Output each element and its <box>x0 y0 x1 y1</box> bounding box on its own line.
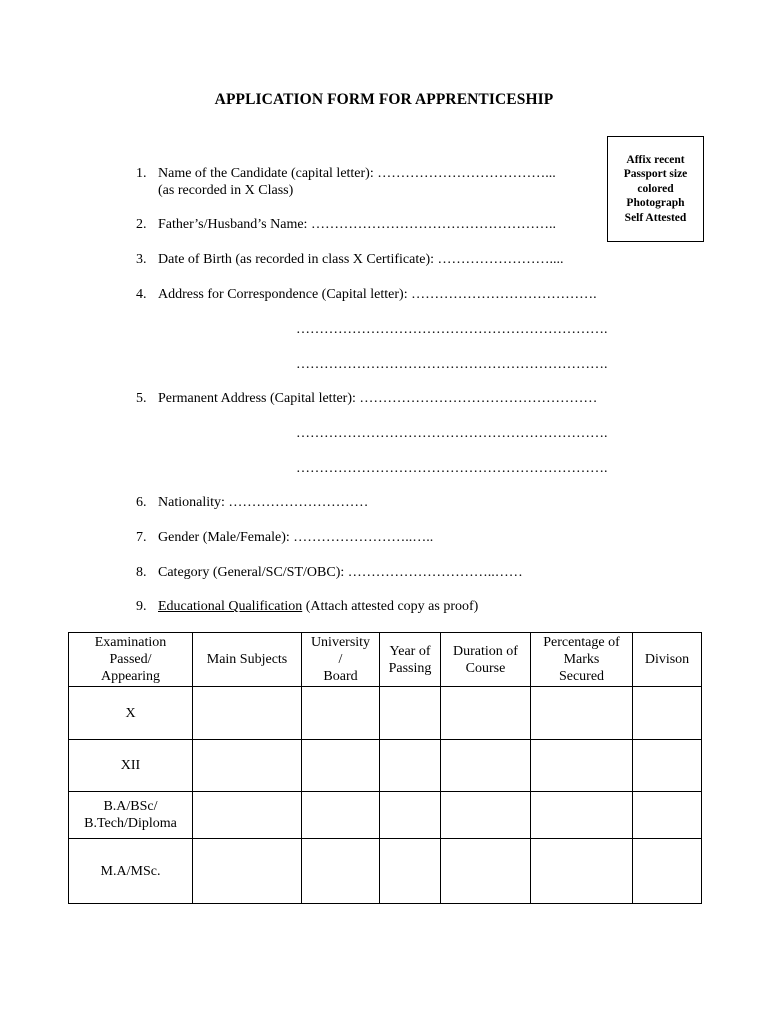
field-father-husband-name[interactable] <box>136 217 556 233</box>
cell-empty[interactable] <box>531 740 633 792</box>
cell-empty[interactable] <box>441 740 531 792</box>
field-correspondence-address[interactable] <box>136 287 597 303</box>
cell-empty[interactable] <box>531 792 633 839</box>
cell-empty[interactable] <box>302 687 380 740</box>
table-row <box>69 687 702 740</box>
form-title: APPLICATION FORM FOR APPRENTICESHIP <box>214 91 554 108</box>
row-exam-cell: M.A/MSc. <box>69 839 193 904</box>
field-label-underlined: Educational Qualification <box>158 599 303 614</box>
field-number: 7. <box>136 530 147 545</box>
field-category[interactable] <box>136 565 523 581</box>
field-label: Name of the Candidate (capital letter): ………………………………... <box>158 166 556 181</box>
field-gender[interactable] <box>136 530 433 546</box>
cell-empty[interactable] <box>441 792 531 839</box>
field-label: Father’s/Husband’s Name: …………………………………………….. <box>158 217 556 232</box>
field-nationality[interactable] <box>136 495 368 511</box>
cell-empty[interactable] <box>633 740 702 792</box>
table-row <box>69 740 702 792</box>
field-candidate-name[interactable] <box>136 166 556 182</box>
permanent-address-line-2[interactable]: …………………………………………………………. <box>296 426 608 441</box>
row-exam-cell: XII <box>69 740 193 792</box>
header-main-subjects: Main Subjects <box>193 633 302 687</box>
header-university: University / Board <box>302 633 380 687</box>
cell-empty[interactable] <box>302 792 380 839</box>
cell-empty[interactable] <box>302 740 380 792</box>
photo-line: colored <box>637 182 674 195</box>
field-label: Date of Birth (as recorded in class X Certificate): …………………….... <box>158 252 564 267</box>
table-row <box>69 839 702 904</box>
field-educational-qualification <box>136 599 478 615</box>
field-number: 1. <box>136 166 147 181</box>
field-note: (as recorded in X Class) <box>158 183 294 198</box>
header-duration: Duration of Course <box>441 633 531 687</box>
photo-line: Passport size <box>623 168 688 181</box>
photo-line: Self Attested <box>624 211 687 224</box>
field-label: Category (General/SC/ST/OBC): …………………………..…… <box>158 565 523 580</box>
cell-empty[interactable] <box>380 792 441 839</box>
field-label: Address for Correspondence (Capital letter): …………………………………. <box>158 287 597 302</box>
row-exam-cell: B.A/BSc/ B.Tech/Diploma <box>69 792 193 839</box>
photo-box <box>607 136 704 242</box>
field-number: 2. <box>136 217 147 232</box>
field-label: Permanent Address (Capital letter): …………………………………………… <box>158 391 598 406</box>
permanent-address-line-3[interactable]: …………………………………………………………. <box>296 461 608 476</box>
cell-empty[interactable] <box>531 839 633 904</box>
table-header-row <box>69 633 702 687</box>
field-label: Gender (Male/Female): ……………………..….. <box>158 530 434 545</box>
cell-empty[interactable] <box>633 792 702 839</box>
address-line-3[interactable]: …………………………………………………………. <box>296 357 608 372</box>
cell-empty[interactable] <box>302 839 380 904</box>
header-division: Divison <box>633 633 702 687</box>
field-number: 5. <box>136 391 147 406</box>
cell-empty[interactable] <box>380 687 441 740</box>
field-number: 8. <box>136 565 147 580</box>
address-line-2[interactable]: …………………………………………………………. <box>296 322 608 337</box>
header-exam: Examination Passed/ Appearing <box>69 633 193 687</box>
field-label: Nationality: ………………………… <box>158 495 369 510</box>
field-number: 9. <box>136 599 147 614</box>
cell-empty[interactable] <box>193 839 302 904</box>
cell-empty[interactable] <box>193 740 302 792</box>
cell-empty[interactable] <box>441 839 531 904</box>
photo-line: Affix recent <box>626 153 685 166</box>
field-number: 6. <box>136 495 147 510</box>
field-permanent-address[interactable] <box>136 391 597 407</box>
cell-empty[interactable] <box>380 839 441 904</box>
header-percentage: Percentage of Marks Secured <box>531 633 633 687</box>
header-year-of-passing: Year of Passing <box>380 633 441 687</box>
education-table <box>68 632 702 904</box>
cell-empty[interactable] <box>441 687 531 740</box>
photo-line: Photograph <box>626 197 685 210</box>
cell-empty[interactable] <box>193 792 302 839</box>
cell-empty[interactable] <box>380 740 441 792</box>
table-row <box>69 792 702 839</box>
field-label: (Attach attested copy as proof) <box>302 599 479 614</box>
cell-empty[interactable] <box>633 687 702 740</box>
field-number: 4. <box>136 287 147 302</box>
cell-empty[interactable] <box>193 687 302 740</box>
row-exam-cell: X <box>69 687 193 740</box>
cell-empty[interactable] <box>633 839 702 904</box>
field-date-of-birth[interactable] <box>136 252 564 268</box>
field-number: 3. <box>136 252 147 267</box>
cell-empty[interactable] <box>531 687 633 740</box>
